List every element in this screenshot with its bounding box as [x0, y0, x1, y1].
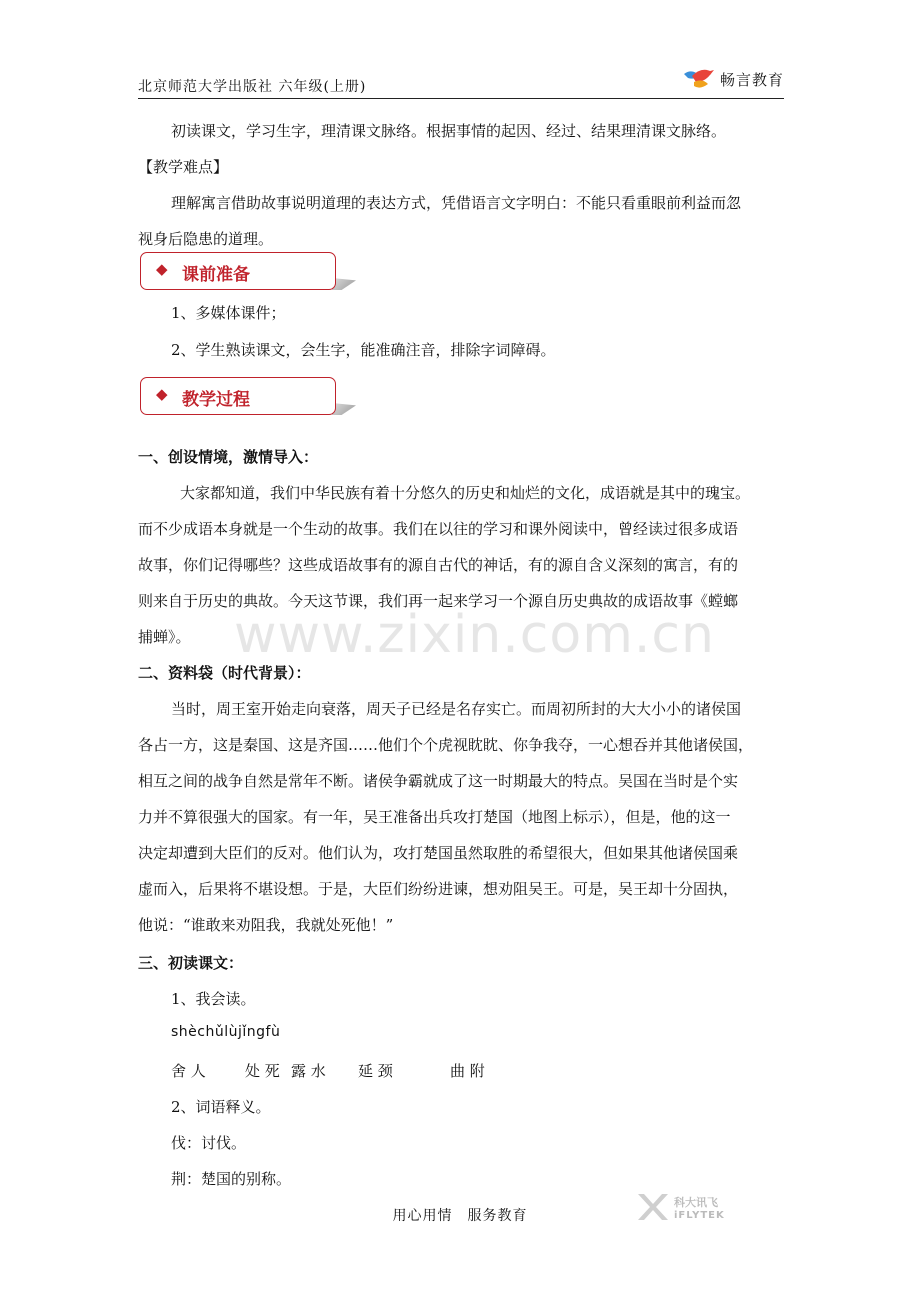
- section3-item2: 2、词语释义。: [171, 1098, 271, 1116]
- vocab-word: 处 死: [245, 1062, 280, 1080]
- section2-heading: 二、资料袋（时代背景）：: [138, 664, 311, 682]
- banner-title-process: 教学过程: [182, 390, 250, 410]
- banner-title-prep: 课前准备: [182, 265, 250, 285]
- brand-logo: [682, 64, 784, 94]
- vocab-word: 曲 附: [450, 1062, 485, 1080]
- difficulty-text-line1: 理解寓言借助故事说明道理的表达方式，凭借语言文字明白：不能只看重眼前利益而忽: [171, 194, 742, 212]
- section2-line6: 虚而入，后果将不堪设想。于是，大臣们纷纷进谏，想劝阻吴王。可是，吴王却十分固执，: [138, 880, 739, 898]
- section-banner-process: [140, 377, 340, 417]
- section-banner-prep: [140, 252, 340, 292]
- definition-2: 荆：楚国的别称。: [171, 1170, 292, 1188]
- difficulty-heading: 【教学难点】: [138, 158, 229, 176]
- iflytek-chinese-name: 科大讯飞: [674, 1195, 718, 1209]
- vocab-word: 露 水: [291, 1062, 326, 1080]
- prep-item-2: 2、学生熟读课文，会生字，能准确注音，排除字词障碍。: [171, 341, 556, 359]
- section2-line2: 各占一方，这是秦国、这是齐国……他们个个虎视眈眈、你争我夺，一心想吞并其他诸侯国，: [138, 736, 754, 754]
- publisher-grade-label: 北京师范大学出版社 六年级(上册): [138, 79, 367, 95]
- section3-heading: 三、初读课文：: [138, 954, 244, 972]
- diamond-bullet-icon: ◆: [156, 260, 168, 278]
- section1-heading: 一、创设情境，激情导入：: [138, 448, 319, 466]
- section2-line5: 决定却遭到大臣们的反对。他们认为，攻打楚国虽然取胜的希望很大，但如果其他诸侯国乘: [138, 844, 739, 862]
- section2-line4: 力并不算很强大的国家。有一年，吴王准备出兵攻打楚国（地图上标示），但是，他的这一: [138, 808, 731, 826]
- site-watermark: www.zixin.com.cn: [234, 605, 715, 665]
- footer-slogan: 用心用情 服务教育: [392, 1208, 528, 1224]
- pinyin-row: shèchǔlùjǐngfù: [171, 1024, 281, 1040]
- iflytek-english-name: iFLYTEK: [674, 1209, 725, 1221]
- vocab-word: 延 颈: [358, 1062, 393, 1080]
- section1-line4: 则来自于历史的典故。今天这节课，我们再一起来学习一个源自历史典故的成语故事《螳螂: [138, 592, 739, 610]
- section1-line2: 而不少成语本身就是一个生动的故事。我们在以往的学习和课外阅读中，曾经读过很多成语: [138, 520, 739, 538]
- teaching-goal-line: 初读课文，学习生字，理清课文脉络。根据事情的起因、经过、结果理清课文脉络。: [171, 122, 727, 140]
- vocab-word: 舍 人: [171, 1062, 206, 1080]
- section1-line5: 捕蝉》。: [138, 628, 191, 646]
- prep-item-1: 1、多媒体课件；: [171, 304, 286, 322]
- difficulty-text-line2: 视身后隐患的道理。: [138, 230, 274, 248]
- section2-line1: 当时，周王室开始走向衰落，周天子已经是名存实亡。而周初所封的大大小小的诸侯国: [171, 700, 742, 718]
- section1-line3: 故事，你们记得哪些？这些成语故事有的源自古代的神话，有的源自含义深刻的寓言，有的: [138, 556, 739, 574]
- brand-name: 畅言教育: [719, 70, 784, 89]
- section1-line1: 大家都知道，我们中华民族有着十分悠久的历史和灿烂的文化，成语就是其中的瑰宝。: [180, 484, 751, 502]
- iflytek-logo: [636, 1192, 725, 1222]
- bird-logo-icon: [682, 66, 716, 92]
- section2-line7: 他说：“谁敢来劝阻我，我就处死他！”: [138, 916, 394, 934]
- section3-item1: 1、我会读。: [171, 990, 256, 1008]
- section2-line3: 相互之间的战争自然是常年不断。诸侯争霸就成了这一时期最大的特点。吴国在当时是个实: [138, 772, 739, 790]
- iflytek-x-icon: [636, 1192, 670, 1222]
- page-header: [138, 70, 784, 99]
- diamond-bullet-icon: ◆: [156, 385, 168, 403]
- definition-1: 伐：讨伐。: [171, 1134, 247, 1152]
